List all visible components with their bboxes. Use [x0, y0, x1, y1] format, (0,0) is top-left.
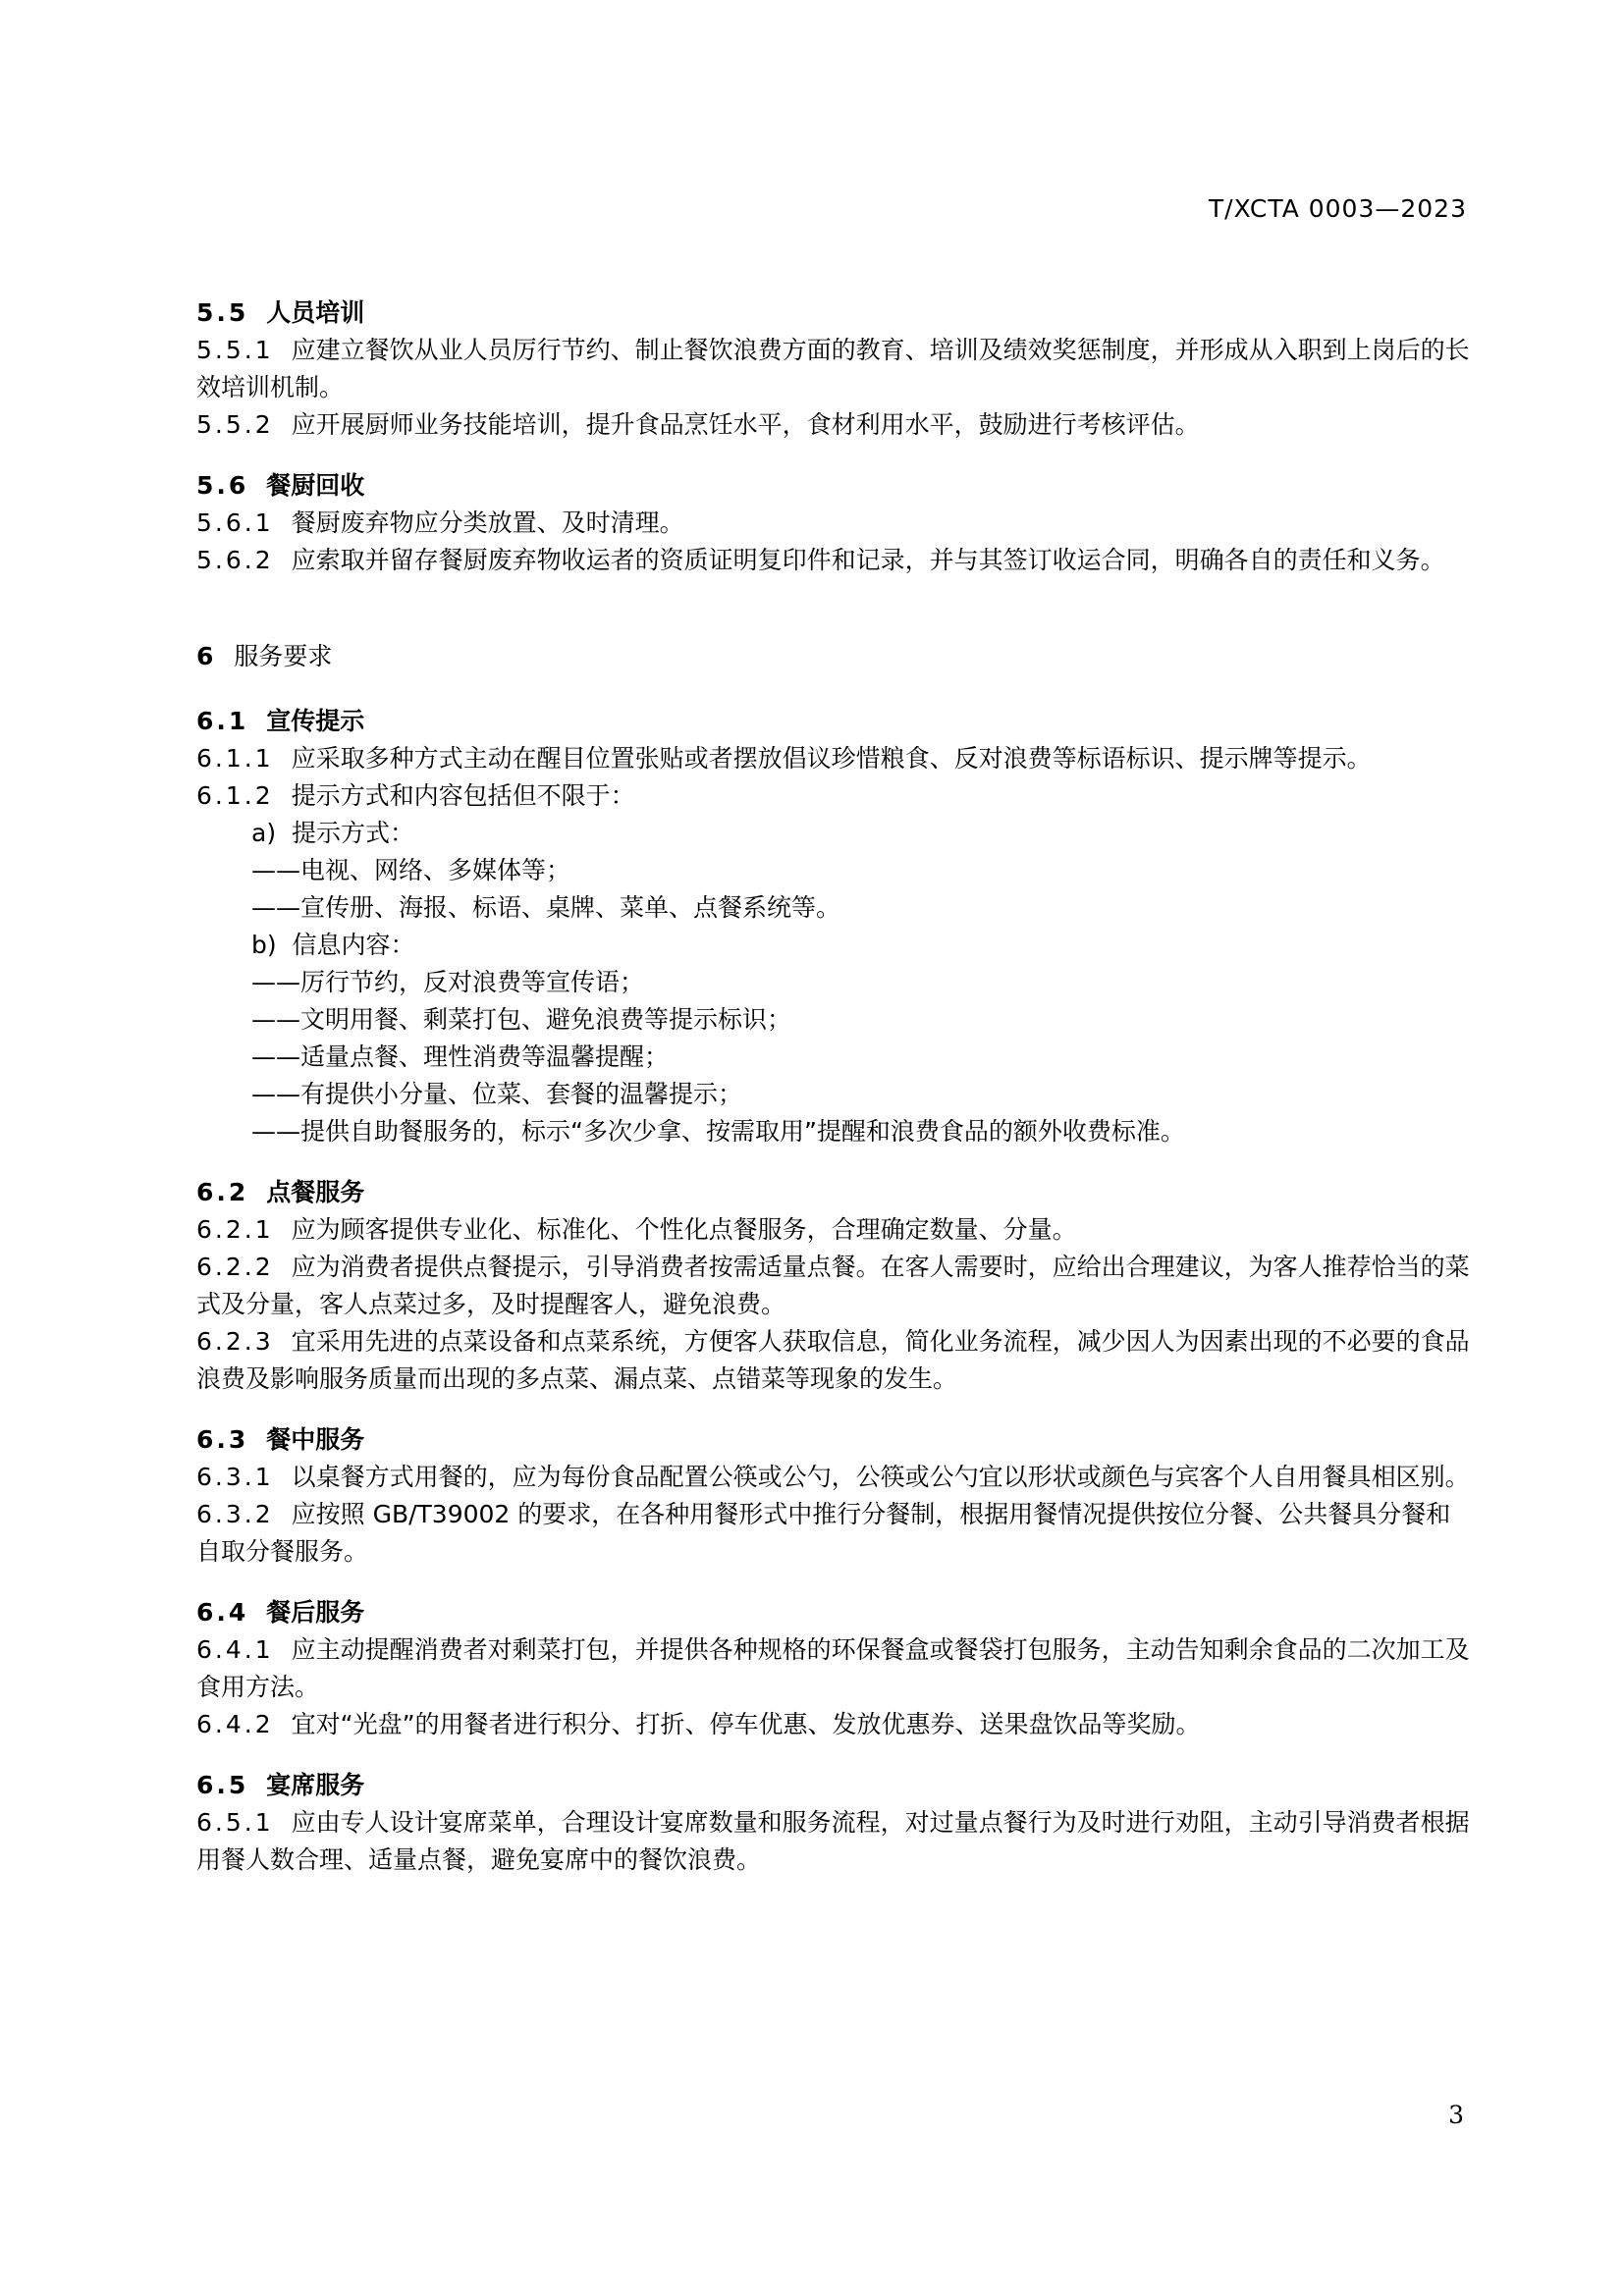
clause-6-1-1: [196, 740, 1473, 777]
list-item-a: [196, 815, 1473, 852]
section-title: 宴席服务: [266, 1771, 365, 1799]
section-heading-5-5: [196, 294, 1473, 332]
clause-6-4-2: [196, 1706, 1473, 1743]
clause-6-3-2: [196, 1496, 1473, 1571]
clause-text: 餐厨废弃物应分类放置、及时清理。: [291, 508, 684, 537]
clause-5-5-2: [196, 406, 1473, 444]
clause-text: 应建立餐饮从业人员厉行节约、制止餐饮浪费方面的教育、培训及绩效奖惩制度，并形成从入职到上岗后的长效培训机制。: [196, 336, 1470, 401]
clause-number: 6.1.2: [196, 781, 274, 810]
clause-5-6-1: [196, 505, 1473, 542]
document-body: [196, 294, 1473, 1879]
section-number: 6.2: [196, 1178, 249, 1206]
clause-text: 应采取多种方式主动在醒目位置张贴或者摆放倡议珍惜粮食、反对浪费等标语标识、提示牌等提示。: [291, 744, 1372, 773]
section-title: 人员培训: [266, 298, 365, 327]
list-text: 提示方式：: [291, 819, 414, 847]
clause-text: 应主动提醒消费者对剩菜打包，并提供各种规格的环保餐盒或餐袋打包服务，主动告知剩余食品的二次加工及食用方法。: [196, 1635, 1470, 1701]
list-item-b: [196, 927, 1473, 964]
section-number: 6.5: [196, 1771, 249, 1799]
clause-6-4-1: [196, 1631, 1473, 1706]
section-number: 5.6: [196, 471, 249, 500]
clause-text: 宜对“光盘”的用餐者进行积分、打折、停车优惠、发放优惠券、送果盘饮品等奖励。: [291, 1710, 1201, 1738]
section-number: 6.4: [196, 1598, 249, 1627]
clause-number: 6.3.1: [196, 1463, 274, 1491]
clause-number: 6.2.3: [196, 1327, 274, 1356]
section-title: 餐中服务: [266, 1425, 365, 1454]
section-heading-6-4: [196, 1594, 1473, 1631]
section-number: 6.3: [196, 1425, 249, 1454]
clause-number: 6.5.1: [196, 1808, 274, 1837]
clause-text: 应由专人设计宴席菜单，合理设计宴席数量和服务流程，对过量点餐行为及时进行劝阻，主动引导消费者根据用餐人数合理、适量点餐，避免宴席中的餐饮浪费。: [196, 1808, 1470, 1874]
list-label: a): [251, 819, 277, 847]
section-title: 餐厨回收: [266, 471, 365, 500]
clause-5-6-2: [196, 542, 1473, 579]
chapter-number: 6: [196, 642, 217, 670]
clause-number: 6.1.1: [196, 744, 274, 773]
clause-number: 6.4.1: [196, 1635, 274, 1664]
clause-6-1-2: [196, 777, 1473, 815]
section-heading-5-6: [196, 467, 1473, 505]
section-title: 餐后服务: [266, 1598, 365, 1627]
clause-number: 5.6.2: [196, 546, 274, 574]
list-text: 信息内容：: [292, 931, 415, 959]
clause-text: 应为顾客提供专业化、标准化、个性化点餐服务，合理确定数量、分量。: [291, 1215, 1077, 1244]
section-title: 点餐服务: [266, 1178, 365, 1206]
clause-text: 以桌餐方式用餐的，应为每份食品配置公筷或公勺，公筷或公勺宜以形状或颜色与宾客个人自用餐具相区别。: [291, 1463, 1470, 1491]
clause-number: 6.3.2: [196, 1500, 274, 1528]
clause-number: 6.2.1: [196, 1215, 274, 1244]
clause-5-5-1: [196, 332, 1473, 406]
chapter-title: 服务要求: [234, 642, 333, 670]
clause-text: 宜采用先进的点菜设备和点菜系统，方便客人获取信息，简化业务流程，减少因人为因素出现的不必要的食品浪费及影响服务质量而出现的多点菜、漏点菜、点错菜等现象的发生。: [196, 1327, 1470, 1393]
dash-item: ——厉行节约，反对浪费等宣传语；: [251, 968, 645, 996]
list-label: b): [251, 931, 277, 959]
dash-item: ——有提供小分量、位菜、套餐的温馨提示；: [251, 1080, 743, 1108]
page-number: 3: [1448, 2101, 1464, 2129]
clause-number: 5.5.1: [196, 336, 274, 364]
clause-number: 5.6.1: [196, 508, 274, 537]
section-heading-6-1: [196, 703, 1473, 740]
clause-text: 应按照 GB/T39002 的要求，在各种用餐形式中推行分餐制，根据用餐情况提供按位分餐、公共餐具分餐和自取分餐服务。: [196, 1500, 1451, 1566]
section-number: 6.1: [196, 707, 249, 735]
clause-6-3-1: [196, 1459, 1473, 1496]
clause-text: 应开展厨师业务技能培训，提升食品烹饪水平，食材利用水平，鼓励进行考核评估。: [291, 410, 1200, 439]
section-heading-6-3: [196, 1421, 1473, 1459]
clause-6-5-1: [196, 1804, 1473, 1879]
dash-item: ——文明用餐、剩菜打包、避免浪费等提示标识；: [251, 1005, 792, 1034]
section-title: 宣传提示: [266, 707, 365, 735]
dash-item: ——宣传册、海报、标语、桌牌、菜单、点餐系统等。: [251, 893, 841, 922]
section-heading-6-2: [196, 1174, 1473, 1211]
clause-text: 应索取并留存餐厨废弃物收运者的资质证明复印件和记录，并与其签订收运合同，明确各自的责任和义务。: [291, 546, 1445, 574]
clause-6-2-1: [196, 1211, 1473, 1249]
clause-text: 提示方式和内容包括但不限于：: [291, 781, 635, 810]
section-number: 5.5: [196, 298, 249, 327]
dash-item: ——提供自助餐服务的，标示“多次少拿、按需取用”提醒和浪费食品的额外收费标准。: [251, 1117, 1185, 1146]
section-heading-6-5: [196, 1767, 1473, 1804]
clause-number: 5.5.2: [196, 410, 274, 439]
chapter-heading-6: [196, 638, 1473, 675]
clause-number: 6.2.2: [196, 1253, 274, 1281]
dash-item: ——电视、网络、多媒体等；: [251, 856, 571, 884]
clause-number: 6.4.2: [196, 1710, 274, 1738]
dash-item: ——适量点餐、理性消费等温馨提醒；: [251, 1042, 670, 1071]
document-id: T/XCTA 0003—2023: [1208, 194, 1467, 223]
clause-6-2-3: [196, 1323, 1473, 1398]
clause-text: 应为消费者提供点餐提示，引导消费者按需适量点餐。在客人需要时，应给出合理建议，为客人推荐恰当的菜式及分量，客人点菜过多，及时提醒客人，避免浪费。: [196, 1253, 1470, 1318]
clause-6-2-2: [196, 1249, 1473, 1323]
